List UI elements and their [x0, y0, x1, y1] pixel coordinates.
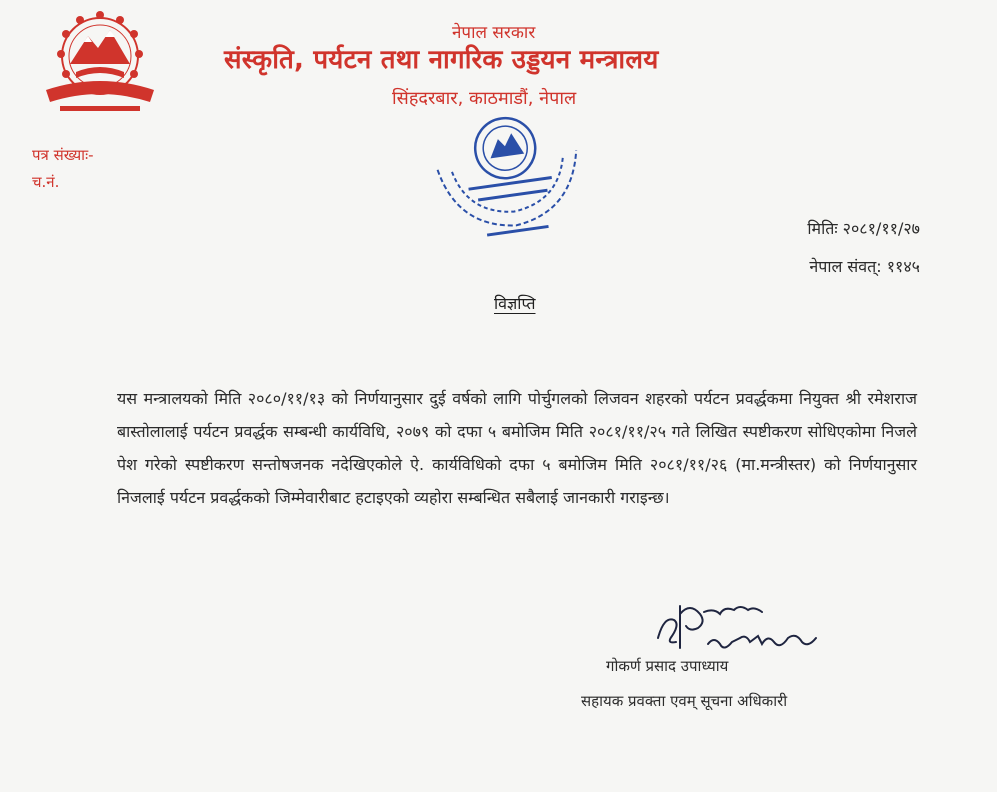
notice-subject: विज्ञप्ति: [494, 294, 536, 313]
signatory-name: गोकर्ण प्रसाद उपाध्याय: [606, 657, 729, 675]
government-name: नेपाल सरकार: [452, 23, 536, 43]
letter-date: मितिः २०८१/११/२७: [807, 219, 920, 238]
letter-number-label: पत्र संख्याः-: [32, 146, 94, 164]
official-stamp-icon: [418, 108, 598, 246]
signatory-title: सहायक प्रवक्ता एवम् सूचना अधिकारी: [581, 692, 788, 710]
ministry-name: संस्कृति, पर्यटन तथा नागरिक उड्डयन मन्त्रालय: [224, 45, 659, 75]
nepal-emblem-icon: [40, 6, 160, 118]
handwritten-signature-icon: [650, 598, 830, 660]
dispatch-number-label: च.नं.: [32, 173, 60, 191]
nepal-sambat-date: नेपाल संवत्: ११४५: [809, 257, 920, 276]
ministry-address: सिंहदरबार, काठमाडौं, नेपाल: [392, 88, 577, 109]
notice-body: यस मन्त्रालयको मिति २०८०/११/१३ को निर्णयानुसार दुई वर्षको लागि पोर्चुगलको लिजवन शहरको पर्यटन प्रवर्द्धकमा नियुक्त श्री रमेशराज बास्तोलालाई पर्यटन प्रवर्द्धक सम्बन्धी कार्यविधि, २०७९ को दफा ५ बमोजिम मिति २०८१/११/२५ गते लिखित स्पष्टीकरण सोधिएकोमा निजले पेश गरेको स्पष्टीकरण सन्तोषजनक नदेखिएकोले ऐ. कार्यविधिको दफा ५ बमोजिम मिति २०८१/११/२६ (मा.मन्त्रीस्तर) को निर्णयानुसार निजलाई पर्यटन प्रवर्द्धकको जिम्मेवारीबाट हटाइएको व्यहोरा सम्बन्धित सबैलाई जानकारी गराइन्छ।: [117, 389, 917, 507]
